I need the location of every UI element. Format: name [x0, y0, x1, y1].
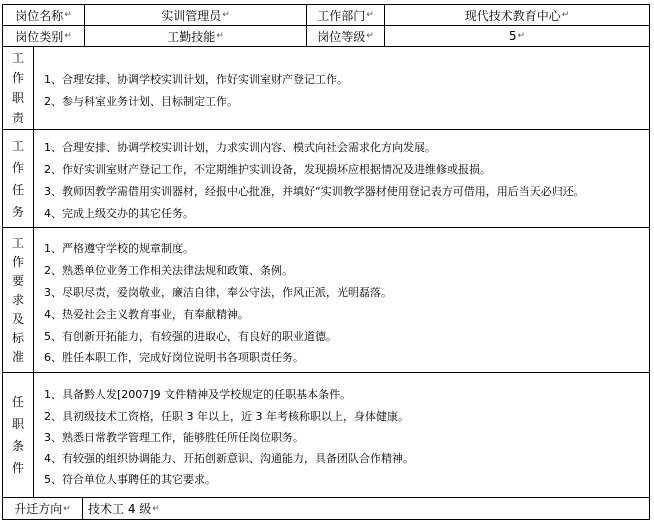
list-item: 4、热爱社会主义教育事业，有奉献精神。 — [44, 308, 249, 321]
job-grade-value: 5 ↵ — [508, 29, 526, 43]
cell-end-mark: ↵ — [366, 31, 374, 41]
rule — [82, 497, 83, 520]
promotion-label: 升迁方向 ↵ — [14, 502, 71, 516]
department-label: 工作部门 ↵ — [317, 8, 374, 23]
section-items-requirements — [44, 228, 644, 372]
list-item: 2、具初级技术工资格，任职 3 年以上，近 3 年考核称职以上，身体健康。 — [44, 410, 409, 423]
section-title-tasks — [3, 130, 33, 227]
cell-end-mark: ↵ — [222, 10, 230, 20]
list-item: 6、胜任本职工作，完成好岗位说明书各项职责任务。 — [44, 351, 304, 364]
list-item: 1、严格遵守学校的规章制度。 — [44, 242, 194, 255]
list-item: 3、教师因教学需借用实训器材，经报中心批准，并填好“实训教学器材使用登记表方可借用，用后当天必归还。 — [44, 185, 585, 198]
job-grade-label: 岗位等级 ↵ — [317, 29, 374, 44]
list-item: 5、有创新开拓能力，有较强的进取心，有良好的职业道德。 — [44, 330, 337, 343]
job-title-value: 实训管理员 ↵ — [161, 8, 230, 23]
list-item: 2、作好实训室财产登记工作，不定期维护实训设备，发现损坏应根据情况及进维修或报损。 — [44, 163, 491, 176]
list-item: 2、参与科室业务计划、目标制定工作。 — [44, 95, 238, 108]
section-items-duties — [44, 47, 644, 129]
cell-end-mark: ↵ — [64, 31, 72, 41]
job-category-value: 工勤技能 ↵ — [167, 29, 224, 44]
section-title-text: 工作要求及标准 — [11, 235, 24, 364]
cell-end-mark: ↵ — [366, 10, 374, 20]
list-item: 4、完成上级交办的其它任务。 — [44, 207, 194, 220]
section-items-tasks — [44, 130, 644, 227]
job-title-label: 岗位名称 ↵ — [15, 8, 72, 23]
cell-end-mark: ↵ — [216, 31, 224, 41]
section-title-duties — [3, 47, 33, 129]
list-item: 3、熟悉日常教学管理工作，能够胜任所任岗位职务。 — [44, 431, 304, 444]
list-item: 1、具备黔人发[2007]9 文件精神及学校规定的任职基本条件。 — [44, 388, 352, 401]
promotion-value: 技术工 4 级 ↵ — [88, 502, 160, 516]
list-item: 3、尽职尽责，爱岗敬业，廉洁自律，奉公守法，作风正派，光明磊落。 — [44, 286, 392, 299]
section-title-text: 工作任务 — [11, 138, 24, 219]
section-title-qualifications — [3, 373, 33, 497]
cell-end-mark: ↵ — [63, 503, 71, 514]
section-items-qualifications — [44, 373, 644, 497]
cell-end-mark: ↵ — [561, 10, 570, 20]
department-value: 现代技术教育中心 ↵ — [464, 8, 570, 23]
section-title-text: 工作职责 — [11, 51, 24, 125]
rule — [2, 519, 650, 520]
section-title-requirements — [3, 228, 33, 372]
list-item: 5、符合单位人事聘任的其它要求。 — [44, 473, 216, 486]
cell-end-mark: ↵ — [517, 31, 526, 41]
cell-end-mark: ↵ — [64, 10, 72, 20]
job-category-label: 岗位类别 ↵ — [15, 29, 72, 44]
list-item: 1、合理安排、协调学校实训计划，力求实训内容、模式向社会需求化方向发展。 — [44, 141, 436, 154]
rule — [649, 4, 650, 520]
rule — [33, 46, 34, 498]
cell-end-mark: ↵ — [152, 503, 160, 514]
section-title-text: 任职条件 — [11, 395, 24, 475]
list-item: 4、有较强的组织协调能力、开拓创新意识、沟通能力，具备团队合作精神。 — [44, 452, 414, 465]
list-item: 2、熟悉单位业务工作相关法律法规和政策、条例。 — [44, 264, 293, 277]
list-item: 1、合理安排、协调学校实训计划，作好实训室财产登记工作。 — [44, 73, 348, 86]
